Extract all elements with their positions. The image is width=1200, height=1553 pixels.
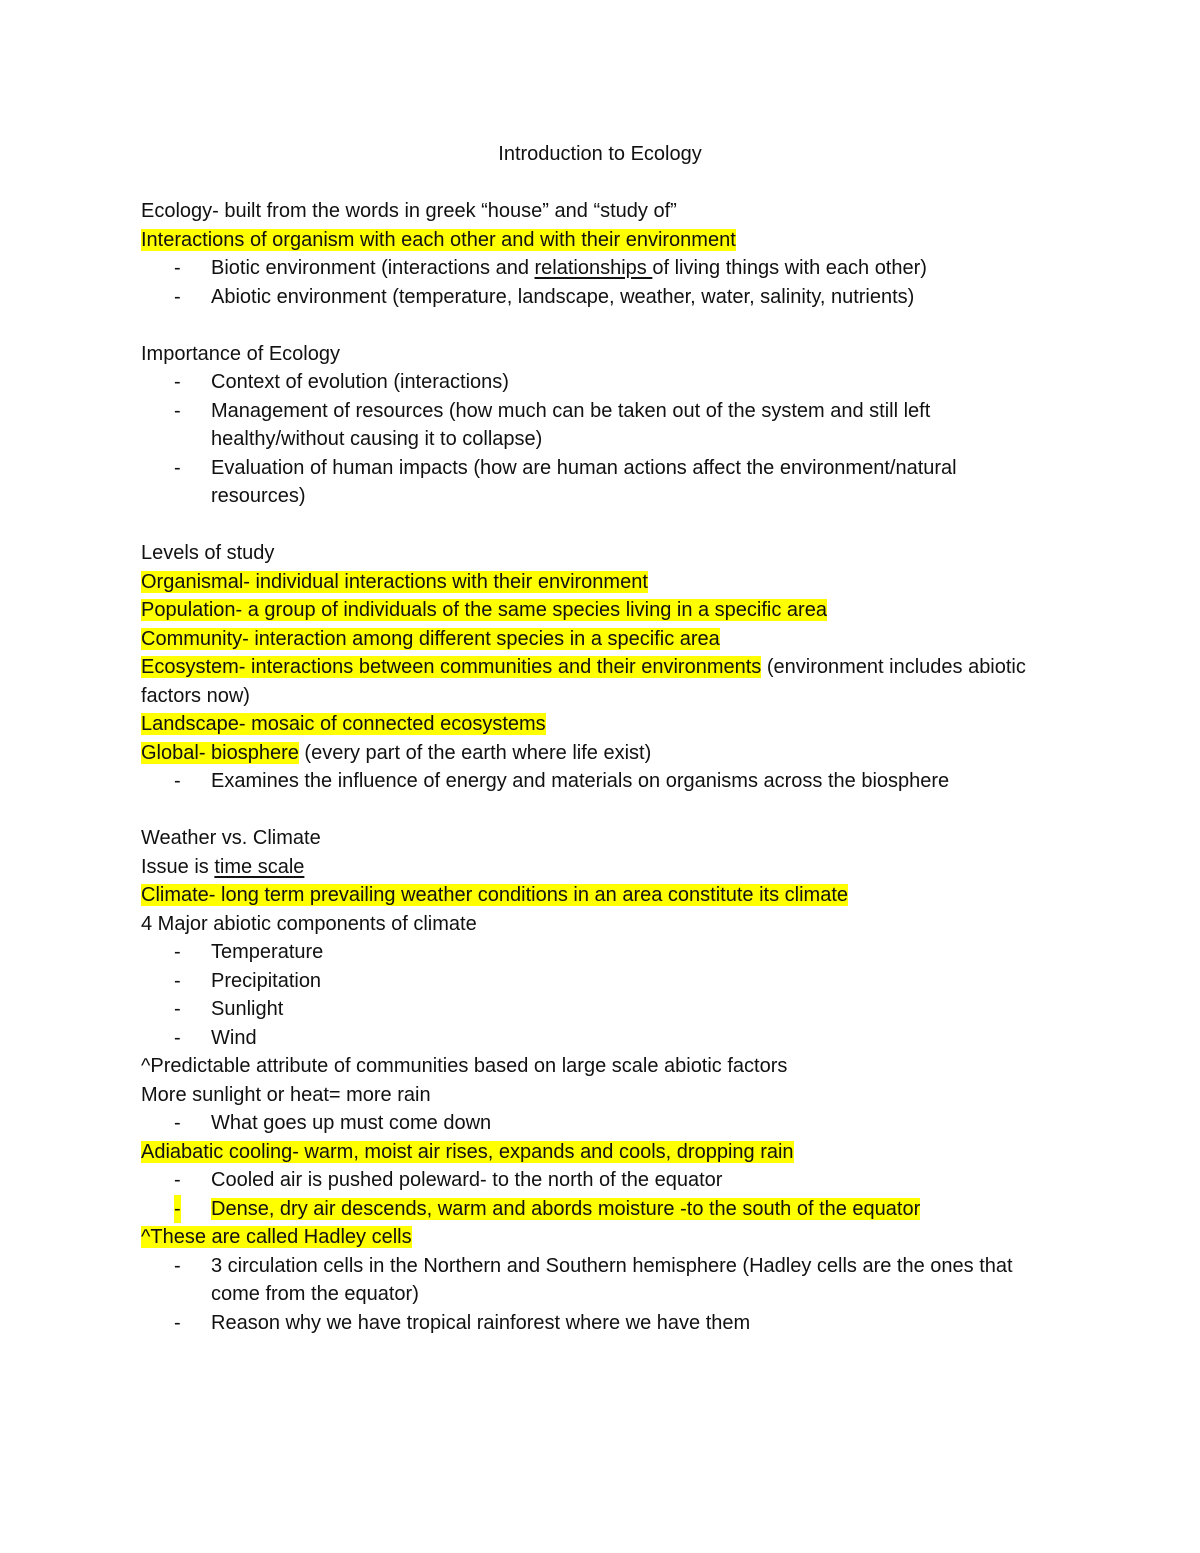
list-item: - Dense, dry air descends, warm and abords moisture -to the south of the equator: [141, 1195, 1041, 1224]
importance-heading: Importance of Ecology: [141, 342, 340, 365]
level-organismal: Organismal- individual interactions with their environment: [141, 570, 648, 593]
document-page: [141, 140, 1041, 1337]
climate-definition: Climate- long term prevailing weather conditions in an area constitute its climate: [141, 884, 849, 906]
predictable-note: ^Predictable attribute of communities based on large scale abiotic factors: [141, 1055, 788, 1077]
list-item: - Abiotic environment (temperature, landscape, weather, water, salinity, nutrients): [174, 285, 915, 308]
sunlight-rain-note: More sunlight or heat= more rain: [141, 1083, 431, 1106]
document-title: Introduction to Ecology: [498, 143, 702, 165]
list-item: - 3 circulation cells in the Northern and Southern hemisphere (Hadley cells are the ones that come from the equator): [174, 1254, 1013, 1305]
components-heading: 4 Major abiotic components of climate: [141, 912, 477, 935]
level-landscape: Landscape- mosaic of connected ecosystems: [141, 713, 546, 735]
list-item: - What goes up must come down: [174, 1112, 492, 1134]
list-item: - Sunlight: [174, 998, 284, 1020]
list-item: - Biotic environment (interactions and relationships of living things with each other): [174, 257, 927, 279]
weather-heading: Weather vs. Climate: [141, 827, 321, 849]
relationships-underlined: relationships: [534, 257, 653, 279]
level-population: Population- a group of individuals of the same species living in a specific area: [141, 599, 827, 621]
ecology-intro: Ecology- built from the words in greek “house” and “study of”: [141, 200, 677, 222]
list-item: - Examines the influence of energy and materials on organisms across the biosphere: [174, 770, 950, 792]
levels-heading: Levels of study: [141, 542, 275, 564]
list-item: - Temperature: [174, 941, 324, 963]
list-item: - Context of evolution (interactions): [174, 371, 509, 393]
time-scale-underlined: time scale: [214, 855, 305, 878]
level-ecosystem: Ecosystem- interactions between communities and their environments (environment includes abiotic factors now): [141, 656, 1026, 707]
ecology-definition: Interactions of organism with each other and with their environment: [141, 228, 736, 251]
list-item: - Management of resources (how much can be taken out of the system and still left healthy/without causing it to collapse): [174, 399, 931, 450]
issue-line: Issue is time scale: [141, 855, 305, 878]
list-item: - Cooled air is pushed poleward- to the north of the equator: [174, 1169, 723, 1191]
level-community: Community- interaction among different species in a specific area: [141, 627, 720, 650]
list-item: - Wind: [174, 1026, 257, 1049]
list-item: - Evaluation of human impacts (how are human actions affect the environment/natural resources): [174, 456, 957, 507]
list-item: - Reason why we have tropical rainforest where we have them: [174, 1311, 751, 1334]
hadley-note: ^These are called Hadley cells: [141, 1226, 412, 1248]
adiabatic-definition: Adiabatic cooling- warm, moist air rises, expands and cools, dropping rain: [141, 1140, 794, 1163]
biotic-text-post: of living things with each other): [652, 257, 927, 279]
abiotic-text: Abiotic environment (temperature, landscape, weather, water, salinity, nutrients): [211, 285, 915, 308]
biotic-text-pre: Biotic environment (interactions and: [211, 257, 535, 279]
level-global: Global- biosphere (every part of the earth where life exist): [141, 741, 652, 764]
list-item: - Precipitation: [174, 969, 322, 992]
